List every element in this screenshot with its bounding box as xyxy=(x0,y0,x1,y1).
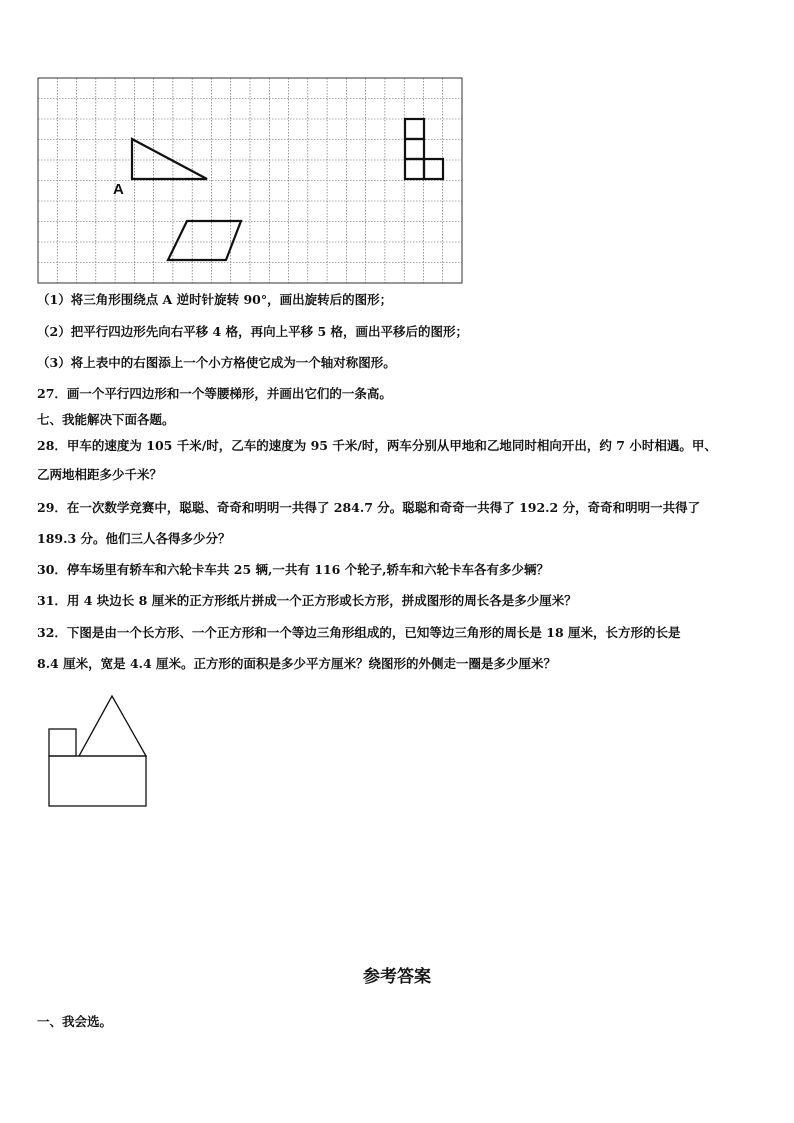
question-27: 27．画一个平行四边形和一个等腰梯形，并画出它们的一条高。 xyxy=(37,386,392,401)
composite-shape-figure xyxy=(47,694,151,810)
answer-section-1: 一、我会选。 xyxy=(37,1014,113,1029)
question-28-line-1: 28．甲车的速度为 105 千米/时，乙车的速度为 95 千米/时，两车分别从甲地和乙地同时相向开出，约 7 小时相遇。甲、 xyxy=(37,438,717,453)
square-shape xyxy=(49,729,76,756)
question-29-line-1: 29．在一次数学竞赛中，聪聪、奇奇和明明一共得了 284.7 分。聪聪和奇奇一共得了 192.2 分，奇奇和明明一共得了 xyxy=(37,500,701,515)
triangle-shape xyxy=(132,139,207,179)
l-shape-figure xyxy=(405,119,443,179)
section-7-heading: 七、我能解决下面各题。 xyxy=(37,412,175,427)
question-31: 31．用 4 块边长 8 厘米的正方形纸片拼成一个正方形或长方形，拼成图形的周长各是多少厘米？ xyxy=(37,593,577,608)
rectangle-shape xyxy=(49,756,146,806)
question-26-part-2: （2）把平行四边形先向右平移 4 格，再向上平移 5 格，画出平移后的图形； xyxy=(37,324,469,339)
question-26-part-1: （1）将三角形围绕点 A 逆时针旋转 90°，画出旋转后的图形； xyxy=(37,292,393,307)
equilateral-triangle-shape xyxy=(79,696,146,756)
question-32-line-1: 32．下图是由一个长方形、一个正方形和一个等边三角形组成的，已知等边三角形的周长是 18 厘米，长方形的长是 xyxy=(37,625,681,640)
question-32-line-2: 8.4 厘米，宽是 4.4 厘米。正方形的面积是多少平方厘米？绕图形的外侧走一圈是多少厘米？ xyxy=(37,656,557,671)
parallelogram-shape xyxy=(168,221,241,260)
answer-key-title: 参考答案 xyxy=(363,967,431,987)
grid-figure xyxy=(37,77,467,287)
grid-lines xyxy=(38,78,462,283)
question-28-line-2: 乙两地相距多少千米？ xyxy=(37,467,163,482)
question-29-line-2: 189.3 分。他们三人各得多少分？ xyxy=(37,531,231,546)
point-a-label: A xyxy=(113,181,124,198)
question-30: 30．停车场里有轿车和六轮卡车共 25 辆,一共有 116 个轮子,轿车和六轮卡车各有多少辆？ xyxy=(37,562,549,577)
question-26-part-3: （3）将上表中的右图添上一个小方格使它成为一个轴对称图形。 xyxy=(37,355,396,370)
